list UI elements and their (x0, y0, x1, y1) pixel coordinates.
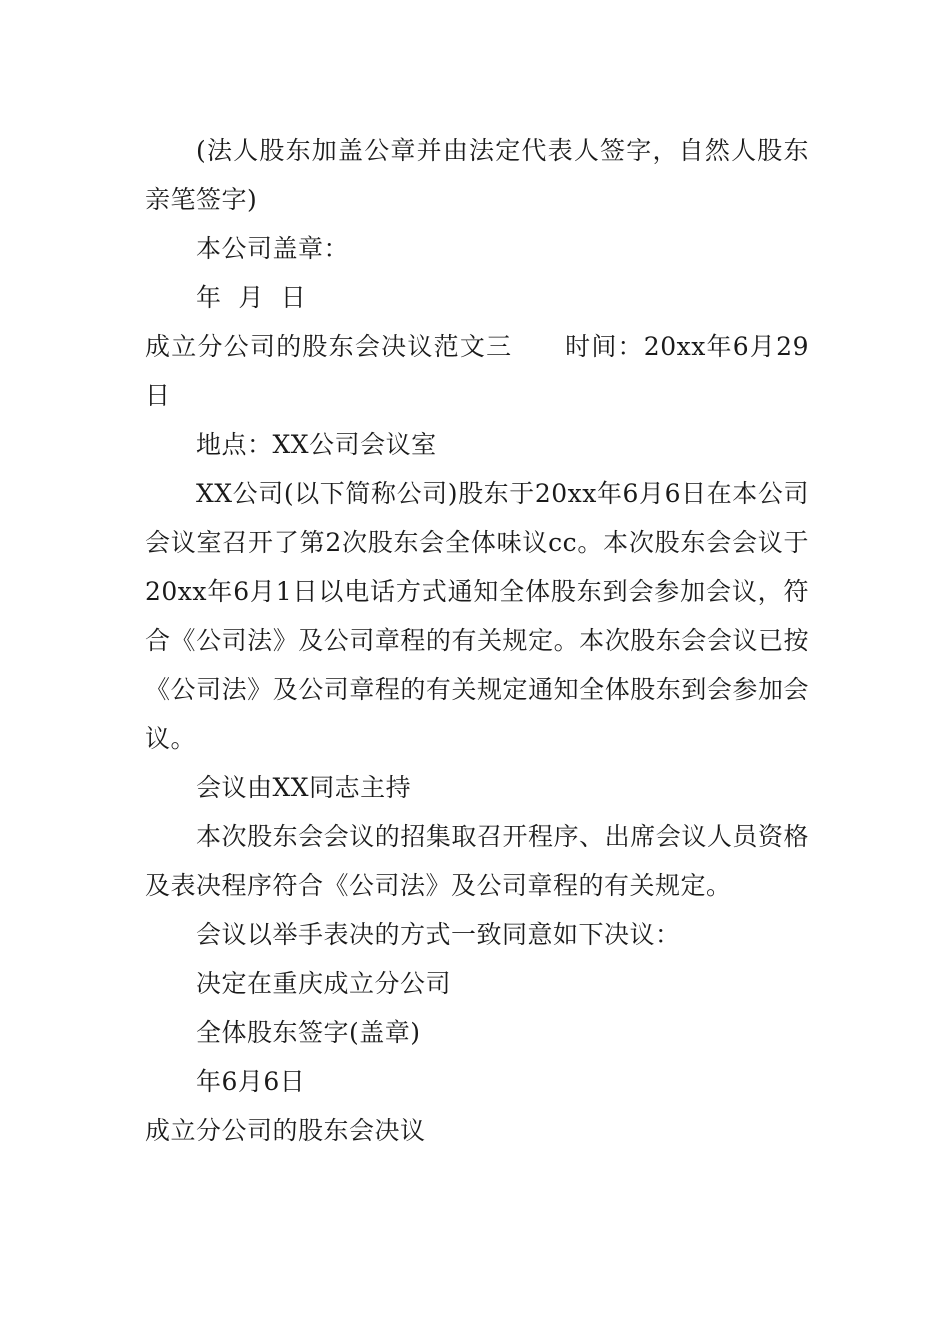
company-seal-line: 本公司盖章： (196, 234, 350, 263)
resolution-date: 年6月6日 (196, 1067, 306, 1096)
meeting-description: XX公司(以下简称公司)股东于20xx年6月6日在本公司会议室召开了第2次股东会全体味议cc。本次股东会会议于20xx年6月1日以电话方式通知全体股东到会参加会议，符合《公司法》及公司章程的有关规定。本次股东会会议已按《公司法》及公司章程的有关规定通知全体股东到会参加会议。 (145, 479, 809, 753)
section-heading-sample-three (145, 322, 809, 420)
meeting-time: 时间：20xx年6月29日 (145, 332, 809, 410)
next-section-heading: 成立分公司的股东会决议 (145, 1116, 426, 1145)
date-line: 年 月 日 (196, 283, 307, 312)
resolution-item: 决定在重庆成立分公司 (196, 969, 452, 998)
meeting-host: 会议由XX同志主持 (196, 773, 412, 802)
section-title: 成立分公司的股东会决议范文三 (145, 332, 513, 361)
resolution-intro: 会议以举手表决的方式一致同意如下决议： (196, 920, 681, 949)
document-body (145, 126, 809, 1155)
signature-instruction: (法人股东加盖公章并由法定代表人签字，自然人股东亲笔签字) (145, 136, 809, 214)
shareholders-signature: 全体股东签字(盖章) (196, 1018, 421, 1047)
procedure-compliance: 本次股东会会议的招集取召开程序、出席会议人员资格及表决程序符合《公司法》及公司章程的有关规定。 (145, 822, 809, 900)
meeting-location: 地点：XX公司会议室 (196, 430, 437, 459)
